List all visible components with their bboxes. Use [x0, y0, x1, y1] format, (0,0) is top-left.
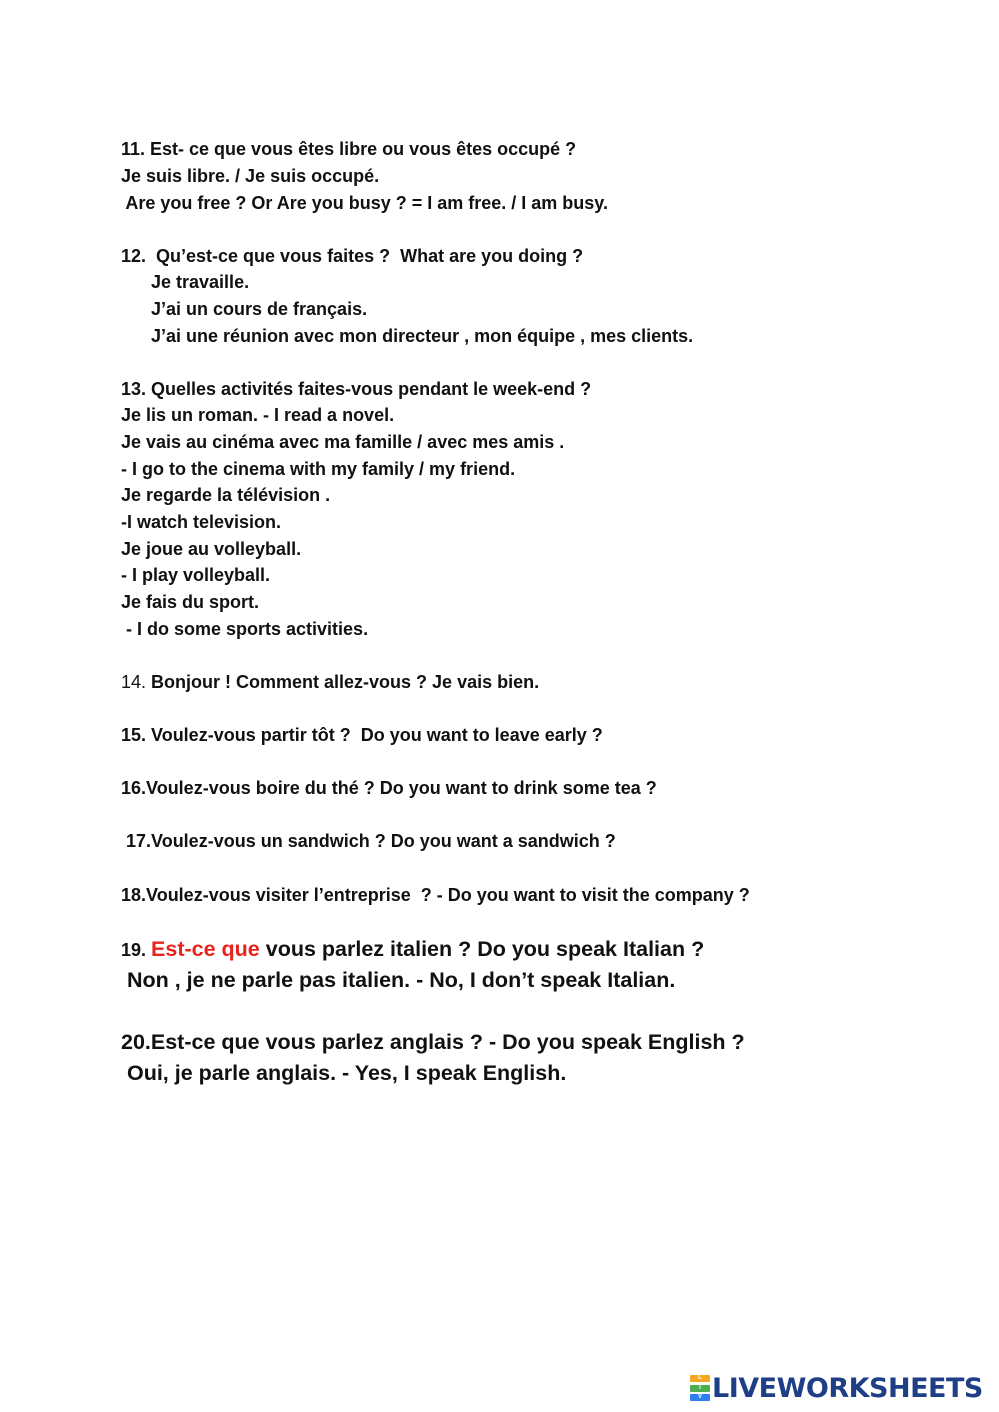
logo-letter-l: L	[690, 1375, 710, 1382]
item-13-line-7: - I play volleyball.	[121, 565, 271, 585]
item-18: 18.Voulez-vous visiter l’entreprise ? - Do you want to visit the company ?	[121, 885, 750, 905]
item-19-highlight: Est-ce que	[151, 937, 260, 961]
liveworksheets-watermark	[690, 1372, 983, 1404]
item-14-text: Bonjour ! Comment allez-vous ? Je vais bien.	[146, 672, 540, 692]
item-17: 17.Voulez-vous un sandwich ? Do you want a sandwich ?	[121, 831, 616, 851]
logo-letter-v: V	[690, 1394, 710, 1401]
item-15: 15. Voulez-vous partir tôt ? Do you want to leave early ?	[121, 725, 603, 745]
item-14	[121, 671, 539, 693]
item-16: 16.Voulez-vous boire du thé ? Do you want to drink some tea ?	[121, 778, 657, 798]
item-12-answer-1: Je travaille.	[121, 272, 250, 292]
item-14-number: 14.	[121, 672, 147, 692]
item-13-line-9: - I do some sports activities.	[121, 619, 369, 639]
item-19-answer: Non , je ne parle pas italien. - No, I don’t speak Italian.	[121, 968, 676, 992]
item-19-question	[121, 936, 704, 963]
item-12-answer-2: J’ai un cours de français.	[121, 299, 368, 319]
item-11-answer: Je suis libre. / Je suis occupé.	[121, 166, 380, 186]
item-13-line-2: Je vais au cinéma avec ma famille / avec mes amis .	[121, 432, 565, 452]
item-13-line-4: Je regarde la télévision .	[121, 485, 331, 505]
item-11-translation: Are you free ? Or Are you busy ? = I am free. / I am busy.	[121, 193, 608, 213]
item-13-question: 13. Quelles activités faites-vous pendant le week-end ?	[121, 379, 592, 399]
logo-letter-i: I	[690, 1385, 710, 1392]
liveworksheets-text: LIVEWORKSHEETS	[712, 1372, 983, 1404]
item-13-line-6: Je joue au volleyball.	[121, 539, 302, 559]
liveworksheets-logo-icon	[690, 1375, 710, 1401]
item-12-answer-3: J’ai une réunion avec mon directeur , mon équipe , mes clients.	[121, 326, 694, 346]
item-13-line-5: -I watch television.	[121, 512, 282, 532]
item-19-number: 19.	[121, 940, 152, 960]
item-13-line-8: Je fais du sport.	[121, 592, 260, 612]
item-12-question: 12. Qu’est-ce que vous faites ? What are you doing ?	[121, 246, 584, 266]
item-11-question: 11. Est- ce que vous êtes libre ou vous êtes occupé ?	[121, 139, 577, 159]
item-13-line-1: Je lis un roman. - I read a novel.	[121, 405, 395, 425]
item-13-line-3: - I go to the cinema with my family / my friend.	[121, 459, 516, 479]
item-19-rest: vous parlez italien ? Do you speak Italian ?	[259, 937, 705, 961]
item-20-question: 20.Est-ce que vous parlez anglais ? - Do you speak English ?	[121, 1030, 745, 1054]
item-20-answer: Oui, je parle anglais. - Yes, I speak English.	[121, 1061, 567, 1085]
